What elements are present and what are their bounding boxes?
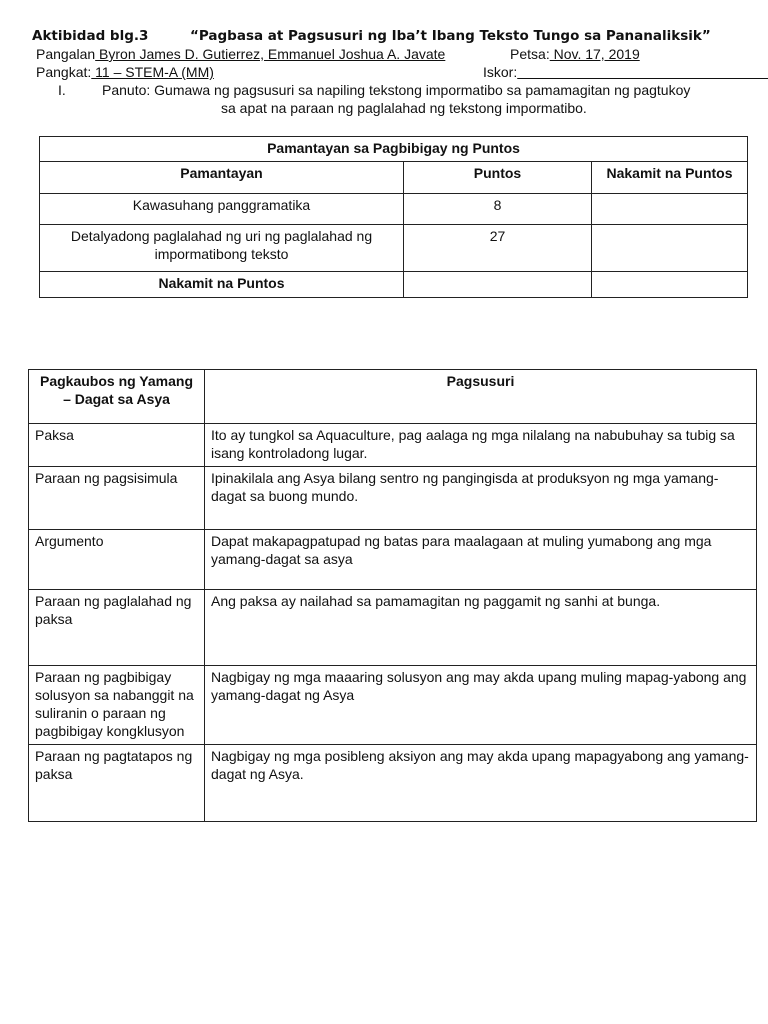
name-date-row: Pangalan Byron James D. Gutierrez, Emmanuel Joshua A. Javate Petsa: Nov. 17, 2019 — [36, 46, 640, 62]
analysis-row — [29, 745, 757, 822]
analysis-row-value: Dapat makapagpatupad ng batas para maalagaan at muling yumabong ang mga yamang-dagat sa asya — [205, 530, 757, 590]
document-title: “Pagbasa at Pagsusuri ng Iba’t Ibang Teksto Tungo sa Pananaliksik” — [190, 28, 711, 44]
rubric-total-points-cell — [404, 272, 592, 298]
analysis-row — [29, 424, 757, 467]
rubric-row — [40, 225, 748, 272]
analysis-row-label: Paraan ng pagbibigay solusyon sa nabanggit na suliranin o paraan ng pagbibigay kongklusyon — [29, 666, 205, 745]
analysis-row-label: Paraan ng pagsisimula — [29, 467, 205, 530]
section-value: 11 – STEM-A (MM) — [91, 64, 214, 80]
instructions — [58, 81, 691, 99]
analysis-row — [29, 530, 757, 590]
rubric-header-criterion: Pamantayan — [40, 162, 404, 194]
rubric-header-earned: Nakamit na Puntos — [592, 162, 748, 194]
analysis-row-label: Paraan ng paglalahad ng paksa — [29, 590, 205, 666]
analysis-row-label: Paraan ng pagtatapos ng paksa — [29, 745, 205, 822]
rubric-header-points: Puntos — [404, 162, 592, 194]
analysis-row — [29, 467, 757, 530]
rubric-total-earned-cell — [592, 272, 748, 298]
rubric-total-row — [40, 272, 748, 298]
section-label: Pangkat: — [36, 64, 92, 80]
rubric-header-row — [40, 162, 748, 194]
instructions-number: I. — [58, 82, 66, 98]
score-label: Iskor: — [483, 64, 518, 80]
section-score-row — [36, 63, 518, 81]
activity-number: Aktibidad blg.3 — [32, 28, 149, 44]
analysis-row-label: Argumento — [29, 530, 205, 590]
rubric-criterion: Kawasuhang panggramatika — [40, 194, 404, 225]
instructions-line-2: sa apat na paraan ng paglalahad ng tekstong impormatibo. — [221, 100, 587, 116]
analysis-row-value: Nagbigay ng mga maaaring solusyon ang may akda upang muling mapag-yabong ang yamang-dagat ng Asya — [205, 666, 757, 745]
analysis-row — [29, 590, 757, 666]
rubric-total-label: Nakamit na Puntos — [40, 272, 404, 298]
rubric-earned-cell — [592, 225, 748, 272]
analysis-header-topic: Pagkaubos ng Yamang – Dagat sa Asya — [29, 370, 205, 424]
analysis-row-value: Nagbigay ng mga posibleng aksiyon ang may akda upang mapagyabong ang yamang-dagat ng Asya. — [205, 745, 757, 822]
name-value: Byron James D. Gutierrez, Emmanuel Joshua A. Javate — [95, 46, 446, 62]
analysis-header-row — [29, 370, 757, 424]
name-label: Pangalan — [36, 46, 96, 62]
score-value — [517, 64, 768, 80]
rubric-row — [40, 194, 748, 225]
analysis-table — [28, 369, 757, 822]
analysis-row-value: Ito ay tungkol sa Aquaculture, pag aalaga ng mga nilalang na nabubuhay sa tubig sa isang kontroladong lugar. — [205, 424, 757, 467]
instructions-line-1: Panuto: Gumawa ng pagsusuri sa napiling tekstong impormatibo sa pamamagitan ng pagtukoy — [102, 82, 691, 98]
rubric-points: 8 — [404, 194, 592, 225]
rubric-caption: Pamantayan sa Pagbibigay ng Puntos — [40, 137, 748, 162]
analysis-header-analysis: Pagsusuri — [205, 370, 757, 424]
rubric-caption-row — [40, 137, 748, 162]
rubric-criterion: Detalyadong paglalahad ng uri ng paglalahad ng impormatibong teksto — [40, 225, 404, 272]
rubric-table — [39, 136, 748, 298]
analysis-row — [29, 666, 757, 745]
date-label: Petsa — [510, 46, 546, 62]
activity-header — [32, 27, 711, 45]
analysis-row-value: Ipinakilala ang Asya bilang sentro ng pangingisda at produksyon ng mga yamang-dagat sa buong mundo. — [205, 467, 757, 530]
date-value: Nov. 17, 2019 — [549, 46, 640, 62]
rubric-earned-cell — [592, 194, 748, 225]
rubric-points: 27 — [404, 225, 592, 272]
analysis-row-value: Ang paksa ay nailahad sa pamamagitan ng paggamit ng sanhi at bunga. — [205, 590, 757, 666]
analysis-row-label: Paksa — [29, 424, 205, 467]
